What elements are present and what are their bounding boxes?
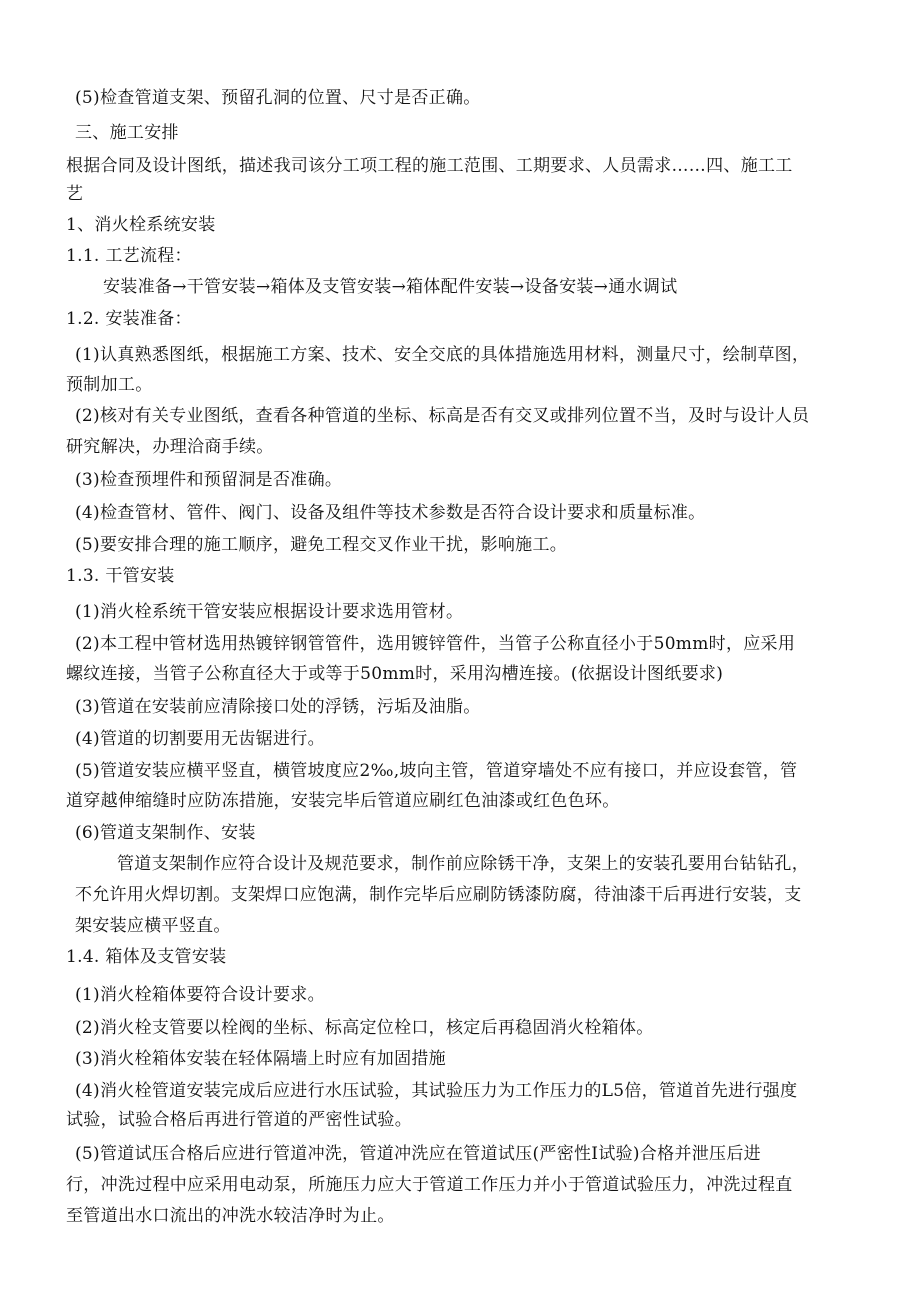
text-line: 道穿越伸缩缝时应防冻措施，安装完毕后管道应刷红色油漆或红色色环。: [66, 791, 620, 811]
text-line: 根据合同及设计图纸，描述我司该分工项工程的施工范围、工期要求、人员需求……四、施工工: [66, 156, 793, 176]
text-line: 管道支架制作应符合设计及规范要求，制作前应除锈干净，支架上的安装孔要用台钻钻孔，: [117, 854, 809, 874]
text-line: 至管道出水口流出的冲洗水较洁净时为止。: [66, 1206, 395, 1226]
subsection-heading: 1.4. 箱体及支管安装: [66, 947, 227, 967]
section-heading: 三、施工安排: [75, 123, 179, 143]
text-line: (1)消火栓系统干管安装应根据设计要求选用管材。: [75, 602, 464, 622]
text-line: (4)管道的切割要用无齿锯进行。: [75, 729, 325, 749]
subsection-heading: 1.1. 工艺流程：: [66, 246, 192, 266]
text-line: 架安装应横平竖直。: [75, 916, 231, 936]
text-line: (4)消火栓管道安装完成后应进行水压试验，其试验压力为工作压力的L5倍，管道首先进行强度: [75, 1081, 798, 1101]
text-line: (6)管道支架制作、安装: [75, 823, 256, 843]
text-line: (2)消火栓支管要以栓阀的坐标、标高定位栓口，核定后再稳固消火栓箱体。: [75, 1018, 654, 1038]
text-line: 研究解决，办理洽商手续。: [66, 437, 274, 457]
process-flow: 安装准备→干管安装→箱体及支管安装→箱体配件安装→设备安装→通水调试: [103, 277, 678, 297]
text-line: (4)检查管材、管件、阀门、设备及组件等技术参数是否符合设计要求和质量标准。: [75, 503, 706, 523]
text-line: (1)消火栓箱体要符合设计要求。: [75, 985, 325, 1005]
subsection-heading: 1.3. 干管安装: [66, 566, 175, 586]
text-line: (5)要安排合理的施工顺序，避免工程交叉作业干扰，影响施工。: [75, 535, 568, 555]
text-line: (2)核对有关专业图纸，查看各种管道的坐标、标高是否有交叉或排列位置不当，及时与设计人员: [75, 406, 810, 426]
text-line: (5)管道试压合格后应进行管道冲洗，管道冲洗应在管道试压(严密性I试验)合格并泄压后进: [75, 1144, 761, 1164]
text-line: 预制加工。: [66, 375, 153, 395]
text-line: (5)管道安装应横平竖直，横管坡度应2‰,坡向主管，管道穿墙处不应有接口，并应设套管，管: [75, 761, 798, 781]
text-line: (3)消火栓箱体安装在轻体隔墙上时应有加固措施: [75, 1049, 446, 1069]
text-line: 艺: [66, 184, 84, 204]
text-line: 试验，试验合格后再进行管道的严密性试验。: [66, 1110, 412, 1130]
text-line: (2)本工程中管材选用热镀锌钢管管件，选用镀锌管件，当管子公称直径小于50mm时，应采用: [75, 634, 796, 654]
section-heading: 1、消火栓系统安装: [66, 215, 216, 235]
text-line: 不允许用火焊切割。支架焊口应饱满，制作完毕后应刷防锈漆防腐，待油漆干后再进行安装，支: [75, 885, 802, 905]
text-line: 行，冲洗过程中应采用电动泵，所施压力应大于管道工作压力并小于管道试验压力，冲洗过程直: [66, 1175, 793, 1195]
text-line: 螺纹连接，当管子公称直径大于或等于50mm时，采用沟槽连接。(依据设计图纸要求): [66, 664, 724, 684]
text-line: (3)管道在安装前应清除接口处的浮锈，污垢及油脂。: [75, 697, 481, 717]
text-line: (5)检查管道支架、预留孔洞的位置、尺寸是否正确。: [75, 88, 481, 108]
subsection-heading: 1.2. 安装准备：: [66, 309, 192, 329]
text-line: (3)检查预埋件和预留洞是否准确。: [75, 470, 343, 490]
text-line: (1)认真熟悉图纸，根据施工方案、技术、安全交底的具体措施选用材料，测量尺寸，绘制草图，: [75, 345, 810, 365]
